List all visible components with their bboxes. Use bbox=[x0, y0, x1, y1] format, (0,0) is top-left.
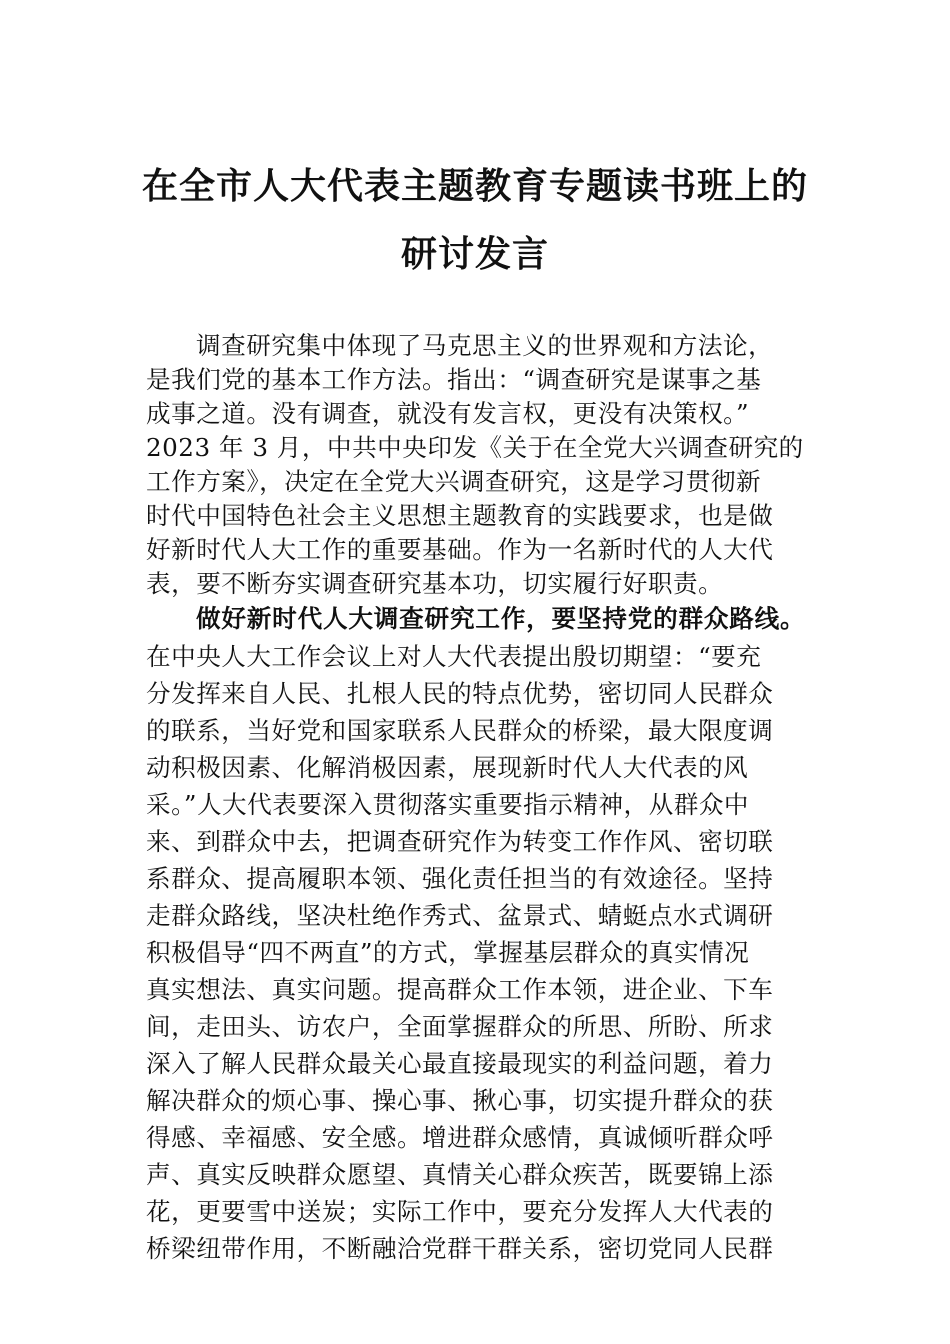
paragraph-line: 成事之道。没有调查，就没有发言权，更没有决策权。” bbox=[146, 399, 750, 428]
paragraph-line: 声、真实反映群众愿望、真情关心群众疾苦，既要锦上添 bbox=[146, 1160, 774, 1189]
paragraph-line: 的联系，当好党和国家联系人民群众的桥梁，最大限度调 bbox=[146, 716, 774, 745]
paragraph-line: 真实想法、真实问题。提高群众工作本领，进企业、下车 bbox=[146, 975, 774, 1004]
paragraph-line: 时代中国特色社会主义思想主题教育的实践要求，也是做 bbox=[146, 501, 774, 530]
paragraph-line: 在中央人大工作会议上对人大代表提出殷切期望：“要充 bbox=[146, 642, 762, 671]
paragraph-line: 走群众路线，坚决杜绝作秀式、盆景式、蜻蜓点水式调研 bbox=[146, 901, 774, 930]
paragraph-line: 得感、幸福感、安全感。增进群众感情，真诚倾听群众呼 bbox=[146, 1123, 774, 1152]
paragraph-line: 调查研究集中体现了马克思主义的世界观和方法论， bbox=[196, 331, 774, 360]
paragraph-line: 花，更要雪中送炭；实际工作中，要充分发挥人大代表的 bbox=[146, 1197, 774, 1226]
paragraph-line: 好新时代人大工作的重要基础。作为一名新时代的人大代 bbox=[146, 535, 774, 564]
section-heading-line: 做好新时代人大调查研究工作，要坚持党的群众路线。 bbox=[196, 604, 806, 633]
document-title-line-1: 在全市人大代表主题教育专题读书班上的 bbox=[141, 165, 808, 207]
paragraph-line: 工作方案》，决定在全党大兴调查研究，这是学习贯彻新 bbox=[146, 467, 762, 496]
paragraph-line: 积极倡导“四不两直”的方式，掌握基层群众的真实情况 bbox=[146, 938, 750, 967]
paragraph-line: 系群众、提高履职本领、强化责任担当的有效途径。坚持 bbox=[146, 864, 774, 893]
paragraph-line: 表，要不断夯实调查研究基本功，切实履行好职责。 bbox=[146, 569, 724, 598]
paragraph-line: 2023 年 3 月，中共中央印发《关于在全党大兴调查研究的 bbox=[146, 433, 804, 462]
paragraph-line: 采。”人大代表要深入贯彻落实重要指示精神，从群众中 bbox=[146, 790, 750, 819]
paragraph-line: 间，走田头、访农户，全面掌握群众的所思、所盼、所求 bbox=[146, 1012, 774, 1041]
paragraph-line: 是我们党的基本工作方法。指出：“调查研究是谋事之基 bbox=[146, 365, 762, 394]
paragraph-line: 深入了解人民群众最关心最直接最现实的利益问题，着力 bbox=[146, 1049, 774, 1078]
paragraph-line: 解决群众的烦心事、操心事、揪心事，切实提升群众的获 bbox=[146, 1086, 774, 1115]
paragraph-line: 动积极因素、化解消极因素，展现新时代人大代表的风 bbox=[146, 753, 749, 782]
paragraph-line: 桥梁纽带作用，不断融洽党群干群关系，密切党同人民群 bbox=[146, 1234, 774, 1263]
document-title-line-2: 研讨发言 bbox=[400, 233, 549, 275]
paragraph-line: 来、到群众中去，把调查研究作为转变工作作风、密切联 bbox=[146, 827, 774, 856]
paragraph-line: 分发挥来自人民、扎根人民的特点优势，密切同人民群众 bbox=[146, 679, 774, 708]
